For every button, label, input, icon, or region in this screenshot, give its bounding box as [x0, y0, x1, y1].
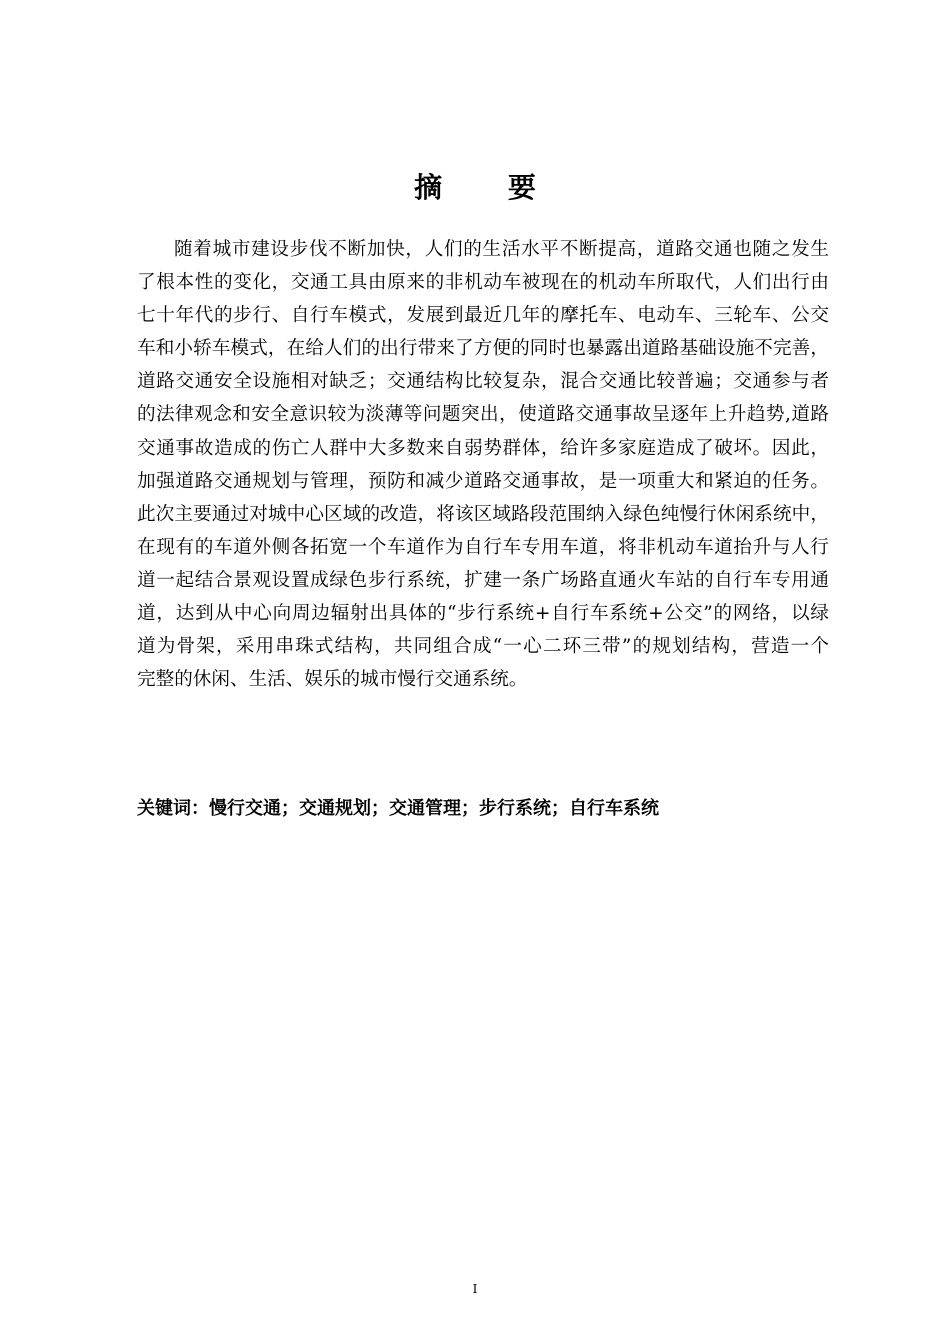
- abstract-line: 七十年代的步行、自行车模式，发展到最近几年的摩托车、电动车、三轮车、公交: [137, 305, 829, 327]
- abstract-line: 此次主要通过对城中心区域的改造，将该区域路段范围纳入绿色纯慢行休闲系统中，: [137, 503, 829, 525]
- abstract-line: 随着城市建设步伐不断加快，人们的生活水平不断提高，道路交通也随之发生: [174, 239, 829, 260]
- abstract-line: 车和小轿车模式，在给人们的出行带来了方便的同时也暴露出道路基础设施不完善，: [137, 338, 829, 360]
- abstract-line: 道，达到从中心向周边辐射出具体的“步行系统+自行车系统+公交”的网络，以绿: [137, 603, 830, 625]
- abstract-line: 在现有的车道外侧各拓宽一个车道作为自行车专用车道，将非机动车道抬升与人行: [137, 536, 829, 558]
- abstract-line: 的法律观念和安全意识较为淡薄等问题突出，使道路交通事故呈逐年上升趋势,道路: [137, 404, 829, 426]
- abstract-line: 完整的休闲、生活、娱乐的城市慢行交通系统。: [137, 669, 528, 691]
- abstract-line: 交通事故造成的伤亡人群中大多数来自弱势群体，给许多家庭造成了破坏。因此，: [137, 437, 829, 459]
- page-title: 摘 要: [414, 171, 564, 204]
- keywords: 关键词：慢行交通；交通规划；交通管理；步行系统；自行车系统: [137, 798, 659, 819]
- abstract-line: 道为骨架，采用串珠式结构，共同组合成“一心二环三带”的规划结构，营造一个: [137, 636, 829, 658]
- page-number: I: [472, 1282, 478, 1296]
- abstract-line: 加强道路交通规划与管理，预防和减少道路交通事故，是一项重大和紧迫的任务。: [137, 470, 829, 492]
- abstract-line: 道一起结合景观设置成绿色步行系统，扩建一条广场路直通火车站的自行车专用通: [137, 569, 829, 591]
- abstract-line: 了根本性的变化，交通工具由原来的非机动车被现在的机动车所取代，人们出行由: [137, 272, 829, 294]
- abstract-body: [137, 233, 829, 696]
- abstract-line: 道路交通安全设施相对缺乏；交通结构比较复杂，混合交通比较普遍；交通参与者: [137, 371, 829, 393]
